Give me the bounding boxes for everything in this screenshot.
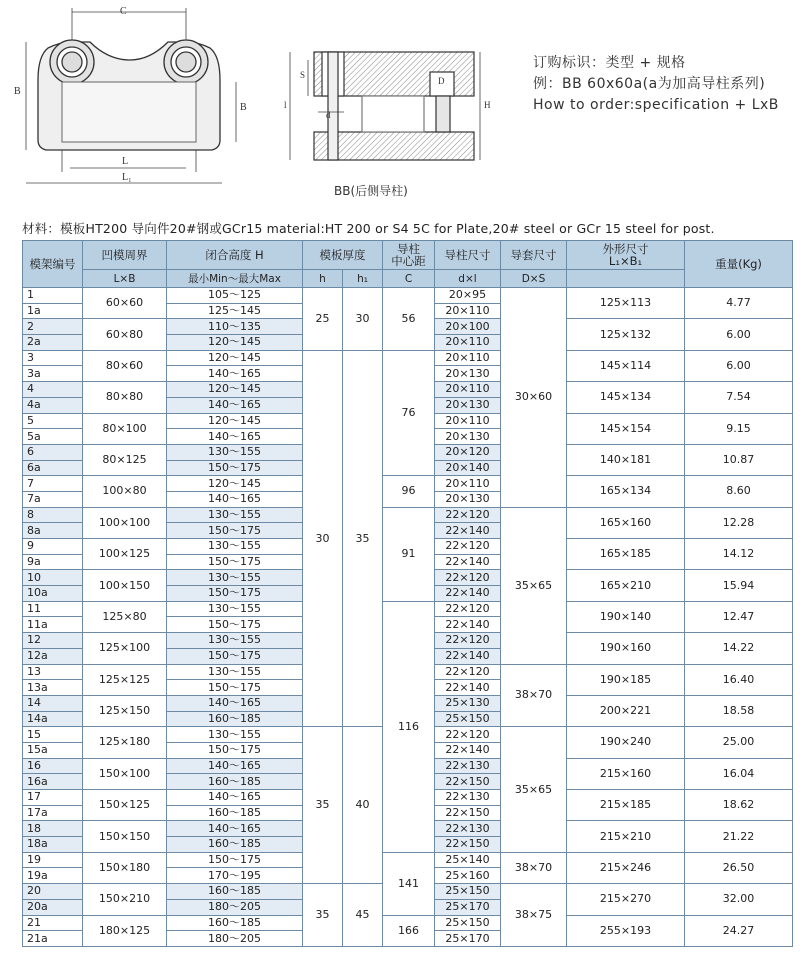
cell-pillar-size: 22×120 — [435, 507, 501, 523]
cell-outline-size: 215×210 — [567, 821, 685, 852]
cell-code: 9a — [23, 554, 83, 570]
cell-pillar-size: 22×120 — [435, 601, 501, 617]
header-center-distance — [383, 241, 435, 270]
cell-pillar-size: 20×140 — [435, 460, 501, 476]
cell-code: 10a — [23, 586, 83, 602]
cell-closed-height: 130～155 — [167, 664, 303, 680]
cell-weight: 12.47 — [685, 601, 793, 632]
table-row — [23, 507, 793, 523]
cell-closed-height: 150～175 — [167, 523, 303, 539]
cell-code: 3a — [23, 366, 83, 382]
cell-closed-height: 160～185 — [167, 837, 303, 853]
cell-code: 16a — [23, 774, 83, 790]
cell-closed-height: 160～185 — [167, 774, 303, 790]
header-code: 模架编号 — [23, 241, 83, 288]
dim-s-label: S — [300, 70, 306, 80]
cell-weight: 8.60 — [685, 476, 793, 507]
cell-outline-size: 190×160 — [567, 633, 685, 664]
cell-code: 15 — [23, 727, 83, 743]
cell-pillar-size: 22×120 — [435, 539, 501, 555]
cell-code: 1 — [23, 288, 83, 304]
cell-outline-size: 145×134 — [567, 382, 685, 413]
header-pillar-size: 导柱尺寸 — [435, 241, 501, 270]
cell-weight: 16.40 — [685, 664, 793, 695]
cell-bush-size: 38×70 — [501, 852, 567, 883]
header-cavity: 凹模周界 — [83, 241, 167, 270]
table-row — [23, 915, 793, 931]
cell-outline-size: 215×185 — [567, 790, 685, 821]
cell-pillar-size: 20×130 — [435, 366, 501, 382]
order-line-1: 订购标识：类型 + 规格 — [533, 55, 686, 71]
cell-bush-size: 38×70 — [501, 664, 567, 727]
cell-pillar-size: 22×150 — [435, 837, 501, 853]
cell-pillar-size: 22×120 — [435, 633, 501, 649]
cell-bush-size: 35×65 — [501, 507, 567, 664]
cell-pillar-size: 25×150 — [435, 915, 501, 931]
cell-code: 5 — [23, 413, 83, 429]
spec-table — [22, 240, 793, 947]
cell-outline-size: 165×160 — [567, 507, 685, 538]
cell-pillar-size: 22×140 — [435, 648, 501, 664]
cell-closed-height: 150～175 — [167, 460, 303, 476]
header-closed-height: 闭合高度 H — [167, 241, 303, 270]
cell-outline-size: 145×154 — [567, 413, 685, 444]
cell-plate-h1: 35 — [343, 350, 383, 727]
order-info — [533, 53, 779, 116]
cell-outline-size: 190×140 — [567, 601, 685, 632]
cell-code: 21a — [23, 931, 83, 947]
cell-cavity-lxb: 180×125 — [83, 915, 167, 946]
cell-pillar-size: 22×120 — [435, 664, 501, 680]
cell-cavity-lxb: 60×60 — [83, 288, 167, 319]
cell-code: 14 — [23, 695, 83, 711]
cell-code: 2 — [23, 319, 83, 335]
cell-cavity-lxb: 125×125 — [83, 664, 167, 695]
header-center-line1: 导柱 — [397, 241, 420, 256]
subheader-dxs: D×S — [501, 270, 567, 288]
drawing-caption: BB(后侧导柱) — [334, 184, 408, 198]
cell-cavity-lxb: 125×100 — [83, 633, 167, 664]
cell-code: 13a — [23, 680, 83, 696]
cell-pillar-size: 22×130 — [435, 821, 501, 837]
cell-cavity-lxb: 60×80 — [83, 319, 167, 350]
cell-pillar-size: 20×130 — [435, 429, 501, 445]
cell-code: 7 — [23, 476, 83, 492]
cell-code: 11a — [23, 617, 83, 633]
cell-closed-height: 130～155 — [167, 633, 303, 649]
cell-outline-size: 165×185 — [567, 539, 685, 570]
cell-weight: 26.50 — [685, 852, 793, 883]
cell-closed-height: 120～145 — [167, 476, 303, 492]
cell-pillar-size: 22×140 — [435, 742, 501, 758]
dim-b-side-label: B — [240, 102, 247, 113]
spec-table-body — [23, 288, 793, 947]
cell-code: 9 — [23, 539, 83, 555]
cell-closed-height: 120～145 — [167, 350, 303, 366]
subheader-lxb: L×B — [83, 270, 167, 288]
material-note: 材料：模板HT200 导向件20#钢或GCr15 material:HT 200 or S4 5C for Plate,20# steel or GCr 15 steel for post. — [22, 221, 715, 236]
cell-center-c: 96 — [383, 476, 435, 507]
cell-cavity-lxb: 150×125 — [83, 790, 167, 821]
dim-c-label: C — [120, 6, 127, 17]
cell-bush-size: 30×60 — [501, 288, 567, 508]
cell-closed-height: 140～165 — [167, 366, 303, 382]
cell-closed-height: 120～145 — [167, 413, 303, 429]
cell-pillar-size: 22×140 — [435, 523, 501, 539]
cell-outline-size: 190×240 — [567, 727, 685, 758]
cell-closed-height: 150～175 — [167, 742, 303, 758]
cell-cavity-lxb: 80×100 — [83, 413, 167, 444]
cell-closed-height: 120～145 — [167, 335, 303, 351]
cell-center-c: 91 — [383, 507, 435, 601]
cell-plate-h1: 45 — [343, 884, 383, 947]
cell-closed-height: 150～175 — [167, 680, 303, 696]
cell-cavity-lxb: 125×150 — [83, 695, 167, 726]
cell-pillar-size: 22×120 — [435, 727, 501, 743]
cell-closed-height: 140～165 — [167, 695, 303, 711]
cell-outline-size: 165×210 — [567, 570, 685, 601]
side-view — [290, 52, 480, 160]
cell-closed-height: 160～185 — [167, 805, 303, 821]
cell-cavity-lxb: 100×150 — [83, 570, 167, 601]
cell-outline-size: 255×193 — [567, 915, 685, 946]
cell-code: 18a — [23, 837, 83, 853]
cell-code: 20 — [23, 884, 83, 900]
cell-cavity-lxb: 80×60 — [83, 350, 167, 381]
table-row — [23, 476, 793, 492]
cell-pillar-size: 25×130 — [435, 695, 501, 711]
header-weight: 重量(Kg) — [685, 241, 793, 288]
dim-l-label: L — [122, 156, 129, 167]
cell-closed-height: 130～155 — [167, 444, 303, 460]
cell-closed-height: 140～165 — [167, 491, 303, 507]
cell-cavity-lxb: 80×125 — [83, 444, 167, 475]
cell-closed-height: 140～165 — [167, 429, 303, 445]
cell-code: 4a — [23, 397, 83, 413]
dim-d-small-label: d — [326, 110, 331, 120]
subheader-h1: h₁ — [343, 270, 383, 288]
header-center-line2: 中心距 — [391, 253, 426, 268]
cell-code: 19 — [23, 852, 83, 868]
cell-plate-h: 35 — [303, 884, 343, 947]
cell-closed-height: 130～155 — [167, 601, 303, 617]
cell-weight: 16.04 — [685, 758, 793, 789]
cell-pillar-size: 25×170 — [435, 931, 501, 947]
cell-closed-height: 150～175 — [167, 648, 303, 664]
cell-cavity-lxb: 150×210 — [83, 884, 167, 915]
dim-l1-label: L₁ — [122, 172, 132, 183]
cell-pillar-size: 22×150 — [435, 805, 501, 821]
cell-closed-height: 140～165 — [167, 821, 303, 837]
table-row — [23, 852, 793, 868]
cell-code: 4 — [23, 382, 83, 398]
cell-center-c: 141 — [383, 852, 435, 915]
cell-closed-height: 105～125 — [167, 288, 303, 304]
cell-plate-h1: 40 — [343, 727, 383, 884]
subheader-h: h — [303, 270, 343, 288]
cell-weight: 15.94 — [685, 570, 793, 601]
table-row — [23, 601, 793, 617]
cell-outline-size: 215×160 — [567, 758, 685, 789]
dim-l-small-label: l — [284, 100, 287, 110]
cell-closed-height: 160～185 — [167, 884, 303, 900]
cell-code: 8a — [23, 523, 83, 539]
cell-weight: 14.12 — [685, 539, 793, 570]
cell-closed-height: 140～165 — [167, 758, 303, 774]
cell-outline-size: 190×185 — [567, 664, 685, 695]
cell-outline-size: 145×114 — [567, 350, 685, 381]
cell-pillar-size: 25×150 — [435, 884, 501, 900]
cell-code: 17a — [23, 805, 83, 821]
table-header-row — [23, 241, 793, 270]
cell-code: 14a — [23, 711, 83, 727]
cell-weight: 12.28 — [685, 507, 793, 538]
cell-pillar-size: 20×95 — [435, 288, 501, 304]
subheader-dxl: d×l — [435, 270, 501, 288]
cell-cavity-lxb: 100×80 — [83, 476, 167, 507]
cell-pillar-size: 22×140 — [435, 586, 501, 602]
cell-code: 20a — [23, 899, 83, 915]
cell-center-c: 76 — [383, 350, 435, 476]
cell-code: 10 — [23, 570, 83, 586]
cell-weight: 6.00 — [685, 319, 793, 350]
cell-code: 2a — [23, 335, 83, 351]
cell-closed-height: 180～205 — [167, 931, 303, 947]
cell-code: 8 — [23, 507, 83, 523]
cell-code: 11 — [23, 601, 83, 617]
cell-plate-h1: 30 — [343, 288, 383, 351]
cell-outline-size: 215×246 — [567, 852, 685, 883]
cell-code: 19a — [23, 868, 83, 884]
cell-closed-height: 130～155 — [167, 727, 303, 743]
cell-closed-height: 140～165 — [167, 790, 303, 806]
cell-code: 21 — [23, 915, 83, 931]
cell-plate-h: 35 — [303, 727, 343, 884]
cell-closed-height: 125～145 — [167, 303, 303, 319]
table-row — [23, 288, 793, 304]
cell-code: 15a — [23, 742, 83, 758]
cell-weight: 25.00 — [685, 727, 793, 758]
cell-cavity-lxb: 100×100 — [83, 507, 167, 538]
header-bush-size: 导套尺寸 — [501, 241, 567, 270]
cell-weight: 9.15 — [685, 413, 793, 444]
cell-center-c: 56 — [383, 288, 435, 351]
cell-code: 18 — [23, 821, 83, 837]
cell-pillar-size: 22×120 — [435, 570, 501, 586]
cell-closed-height: 160～185 — [167, 711, 303, 727]
cell-code: 1a — [23, 303, 83, 319]
subheader-outline-blank — [567, 270, 685, 288]
cell-pillar-size: 22×140 — [435, 617, 501, 633]
cell-weight: 18.58 — [685, 695, 793, 726]
cell-cavity-lxb: 150×180 — [83, 852, 167, 883]
cell-code: 17 — [23, 790, 83, 806]
cell-code: 3 — [23, 350, 83, 366]
cell-weight: 10.87 — [685, 444, 793, 475]
cell-outline-size: 140×181 — [567, 444, 685, 475]
cell-code: 12a — [23, 648, 83, 664]
cell-pillar-size: 25×160 — [435, 868, 501, 884]
cell-code: 6a — [23, 460, 83, 476]
header-outline-line1: 外形尺寸 — [602, 241, 649, 256]
cell-cavity-lxb: 125×80 — [83, 601, 167, 632]
cell-pillar-size: 20×110 — [435, 382, 501, 398]
subheader-c: C — [383, 270, 435, 288]
cell-pillar-size: 20×130 — [435, 397, 501, 413]
cell-pillar-size: 25×170 — [435, 899, 501, 915]
cell-pillar-size: 22×140 — [435, 680, 501, 696]
table-row — [23, 350, 793, 366]
cell-outline-size: 125×132 — [567, 319, 685, 350]
order-line-2: 例：BB 60x60a(a为加高导柱系列) — [533, 76, 766, 92]
order-line-3: How to order:specification + LxB — [533, 97, 779, 113]
cell-pillar-size: 20×120 — [435, 444, 501, 460]
cell-outline-size: 125×113 — [567, 288, 685, 319]
cell-pillar-size: 25×150 — [435, 711, 501, 727]
cell-code: 12 — [23, 633, 83, 649]
cell-code: 5a — [23, 429, 83, 445]
cell-weight: 4.77 — [685, 288, 793, 319]
dim-d-label: D — [438, 76, 445, 86]
table-subheader-row — [23, 270, 793, 288]
cell-pillar-size: 20×110 — [435, 476, 501, 492]
cell-closed-height: 160～185 — [167, 915, 303, 931]
cell-code: 13 — [23, 664, 83, 680]
cell-pillar-size: 22×150 — [435, 774, 501, 790]
cell-plate-h: 25 — [303, 288, 343, 351]
header-outline-size — [567, 241, 685, 270]
cell-closed-height: 150～175 — [167, 586, 303, 602]
dim-h-label: H — [484, 100, 491, 110]
cell-closed-height: 140～165 — [167, 397, 303, 413]
cell-code: 16 — [23, 758, 83, 774]
cell-weight: 24.27 — [685, 915, 793, 946]
cell-closed-height: 130～155 — [167, 570, 303, 586]
cell-weight: 7.54 — [685, 382, 793, 413]
cell-closed-height: 130～155 — [167, 539, 303, 555]
cell-outline-size: 165×134 — [567, 476, 685, 507]
cell-pillar-size: 20×100 — [435, 319, 501, 335]
cell-closed-height: 170～195 — [167, 868, 303, 884]
cell-closed-height: 150～175 — [167, 554, 303, 570]
cell-closed-height: 150～175 — [167, 852, 303, 868]
cell-bush-size: 35×65 — [501, 727, 567, 853]
cell-center-c: 166 — [383, 915, 435, 946]
cell-pillar-size: 20×110 — [435, 335, 501, 351]
cell-cavity-lxb: 150×100 — [83, 758, 167, 789]
cell-weight: 32.00 — [685, 884, 793, 915]
cell-outline-size: 215×270 — [567, 884, 685, 915]
cell-code: 6 — [23, 444, 83, 460]
cell-code: 7a — [23, 491, 83, 507]
subheader-min-max: 最小Min～最大Max — [167, 270, 303, 288]
cell-closed-height: 180～205 — [167, 899, 303, 915]
cell-cavity-lxb: 150×150 — [83, 821, 167, 852]
cell-pillar-size: 20×110 — [435, 350, 501, 366]
cell-outline-size: 200×221 — [567, 695, 685, 726]
cell-center-c: 116 — [383, 601, 435, 852]
cell-closed-height: 150～175 — [167, 617, 303, 633]
cell-weight: 21.22 — [685, 821, 793, 852]
cell-weight: 14.22 — [685, 633, 793, 664]
header-outline-line2: L₁×B₁ — [608, 253, 643, 268]
cell-pillar-size: 22×130 — [435, 790, 501, 806]
cell-pillar-size: 22×130 — [435, 758, 501, 774]
dim-b-label: B — [14, 86, 21, 97]
cell-pillar-size: 22×140 — [435, 554, 501, 570]
cell-closed-height: 130～155 — [167, 507, 303, 523]
header-plate-thickness: 模板厚度 — [303, 241, 383, 270]
top-view — [26, 8, 236, 183]
cell-cavity-lxb: 100×125 — [83, 539, 167, 570]
cell-cavity-lxb: 80×80 — [83, 382, 167, 413]
cell-pillar-size: 20×110 — [435, 303, 501, 319]
cell-pillar-size: 25×140 — [435, 852, 501, 868]
cell-closed-height: 110～135 — [167, 319, 303, 335]
cell-weight: 6.00 — [685, 350, 793, 381]
cell-cavity-lxb: 125×180 — [83, 727, 167, 758]
cell-pillar-size: 20×130 — [435, 491, 501, 507]
cell-pillar-size: 20×110 — [435, 413, 501, 429]
cell-plate-h: 30 — [303, 350, 343, 727]
cell-bush-size: 38×75 — [501, 884, 567, 947]
cell-weight: 18.62 — [685, 790, 793, 821]
cell-closed-height: 120～145 — [167, 382, 303, 398]
